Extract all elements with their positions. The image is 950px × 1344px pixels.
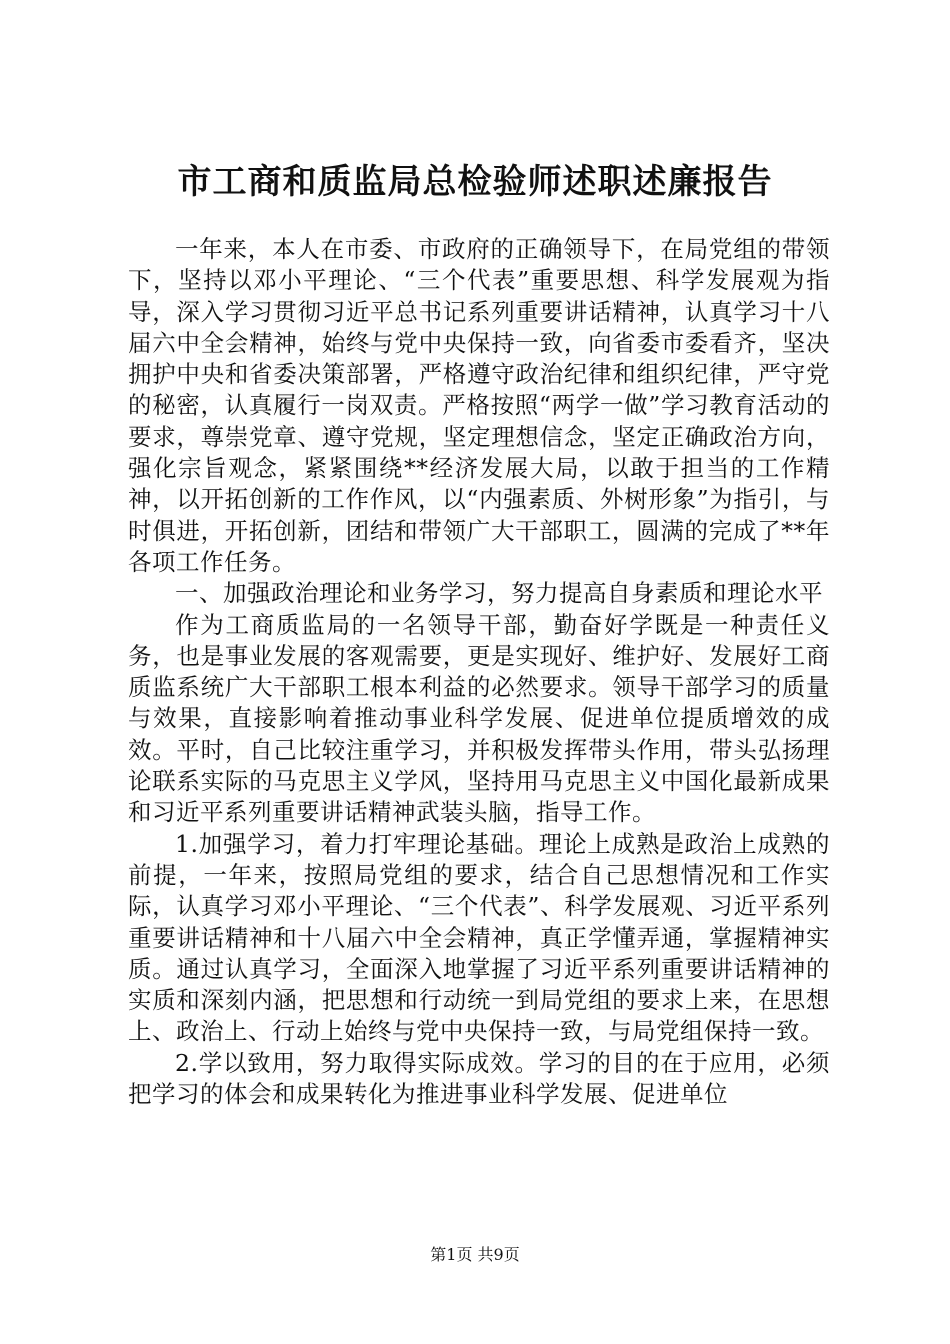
document-title: 市工商和质监局总检验师述职述廉报告 bbox=[177, 162, 773, 202]
section-heading-1: 一、加强政治理论和业务学习，努力提高自身素质和理论水平 bbox=[175, 579, 823, 608]
document-body bbox=[128, 234, 830, 1110]
paragraph-section-1: 作为工商质监局的一名领导干部，勤奋好学既是一种责任义务，也是事业发展的客观需要，更是实现好、维护好、发展好工商质监系统广大干部职工根本利益的必然要求。领导干部学习的质量与效果，直接影响着推动事业科学发展、促进单位提质增效的成效。平时，自己比较注重学习，并积极发挥带头作用，带头弘扬理论联系实际的马克思主义学风，坚持用马克思主义中国化最新成果和习近平系列重要讲话精神武装头脑，指导工作。 bbox=[128, 610, 830, 827]
paragraph-item-2: 2.学以致用，努力取得实际成效。学习的目的在于应用，必须把学习的体会和成果转化为推进事业科学发展、促进单位 bbox=[128, 1048, 830, 1109]
page-footer: 第1页 共9页 bbox=[430, 1245, 520, 1264]
paragraph-item-1: 1.加强学习，着力打牢理论基础。理论上成熟是政治上成熟的前提，一年来，按照局党组的要求，结合自己思想情况和工作实际，认真学习邓小平理论、“三个代表”、科学发展观、习近平系列重要讲话精神和十八届六中全会精神，真正学懂弄通，掌握精神实质。通过认真学习，全面深入地掌握了习近平系列重要讲话精神的实质和深刻内涵，把思想和行动统一到局党组的要求上来，在思想上、政治上、行动上始终与党中央保持一致，与局党组保持一致。 bbox=[128, 829, 830, 1046]
paragraph-intro: 一年来，本人在市委、市政府的正确领导下，在局党组的带领下，坚持以邓小平理论、“三个代表”重要思想、科学发展观为指导，深入学习贯彻习近平总书记系列重要讲话精神，认真学习十八届六中全会精神，始终与党中央保持一致，向省委市委看齐，坚决拥护中央和省委决策部署，严格遵守政治纪律和组织纪律，严守党的秘密，认真履行一岗双责。严格按照“两学一做”学习教育活动的要求，尊崇党章、遵守党规，坚定理想信念，坚定正确政治方向，强化宗旨观念，紧紧围绕**经济发展大局，以敢于担当的工作精神，以开拓创新的工作作风，以“内强素质、外树形象”为指引，与时俱进，开拓创新，团结和带领广大干部职工，圆满的完成了**年各项工作任务。 bbox=[128, 235, 830, 576]
